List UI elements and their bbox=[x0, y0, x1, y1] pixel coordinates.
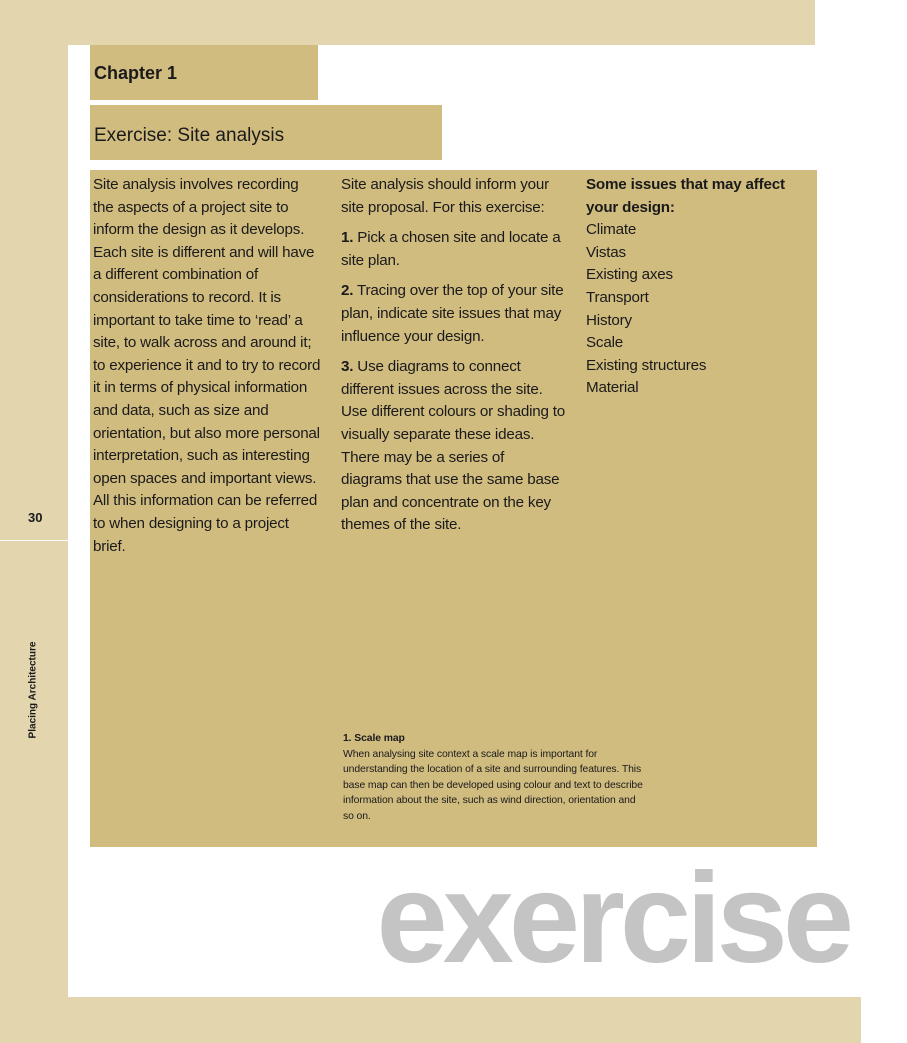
issue-item: Transport bbox=[586, 288, 649, 306]
caption-text: When analysing site context a scale map is important for understanding the location of a site and surrounding features. This base map can then be developed using colour and text to describe information about the site, such as wind direction, orientation and so on. bbox=[343, 748, 643, 822]
margin-divider bbox=[0, 540, 68, 541]
issue-item: Existing structures bbox=[586, 356, 707, 374]
steps-intro: Site analysis should inform your site proposal. For this exercise: bbox=[341, 176, 550, 216]
section-label: Placing Architecture bbox=[27, 641, 39, 739]
step-number: 1. bbox=[341, 229, 354, 247]
exercise-watermark-word: exercise bbox=[376, 847, 849, 990]
bottom-band bbox=[0, 997, 861, 1043]
intro-paragraph: Site analysis involves recording the aspects of a project site to inform the design as it develops. Each site is different and will have a different combination of considerations to record. It is important to take time to ‘read’ a site, to walk across and around it; to experience it and to try to record it in terms of physical information and data, such as size and orientation, but also more personal interpretation, such as interesting open spaces and important views. All this information can be referred to when designing to a project brief. bbox=[93, 176, 321, 555]
step-number: 3. bbox=[341, 358, 354, 376]
column-intro bbox=[93, 174, 323, 566]
step-text: Tracing over the top of your site plan, indicate site issues that may influence your design. bbox=[341, 282, 564, 345]
step-text: Use diagrams to connect different issues across the site. Use different colours or shading to visually separate these ideas. There may be a series of diagrams that use the same base plan and concentrate on the key themes of the site. bbox=[341, 358, 566, 534]
issue-item: Climate bbox=[586, 221, 637, 239]
issue-item: Existing axes bbox=[586, 266, 673, 284]
content-panel bbox=[90, 170, 817, 847]
page-number: 30 bbox=[28, 510, 43, 525]
step-3 bbox=[341, 356, 567, 537]
step-2 bbox=[341, 280, 567, 348]
step-1 bbox=[341, 227, 567, 272]
step-text: Pick a chosen site and locate a site plan. bbox=[341, 229, 561, 269]
exercise-title: Exercise: Site analysis bbox=[90, 105, 442, 160]
issue-item: Scale bbox=[586, 334, 623, 352]
column-issues bbox=[586, 174, 786, 400]
step-number: 2. bbox=[341, 282, 354, 300]
chapter-heading: Chapter 1 bbox=[90, 45, 318, 100]
caption-title: 1. Scale map bbox=[343, 733, 405, 744]
top-band bbox=[0, 0, 815, 45]
figure-caption bbox=[343, 731, 643, 824]
issue-item: Material bbox=[586, 379, 639, 397]
column-steps bbox=[341, 174, 567, 545]
issues-heading: Some issues that may affect your design: bbox=[586, 176, 785, 216]
issue-item: History bbox=[586, 311, 632, 329]
issue-item: Vistas bbox=[586, 243, 626, 261]
